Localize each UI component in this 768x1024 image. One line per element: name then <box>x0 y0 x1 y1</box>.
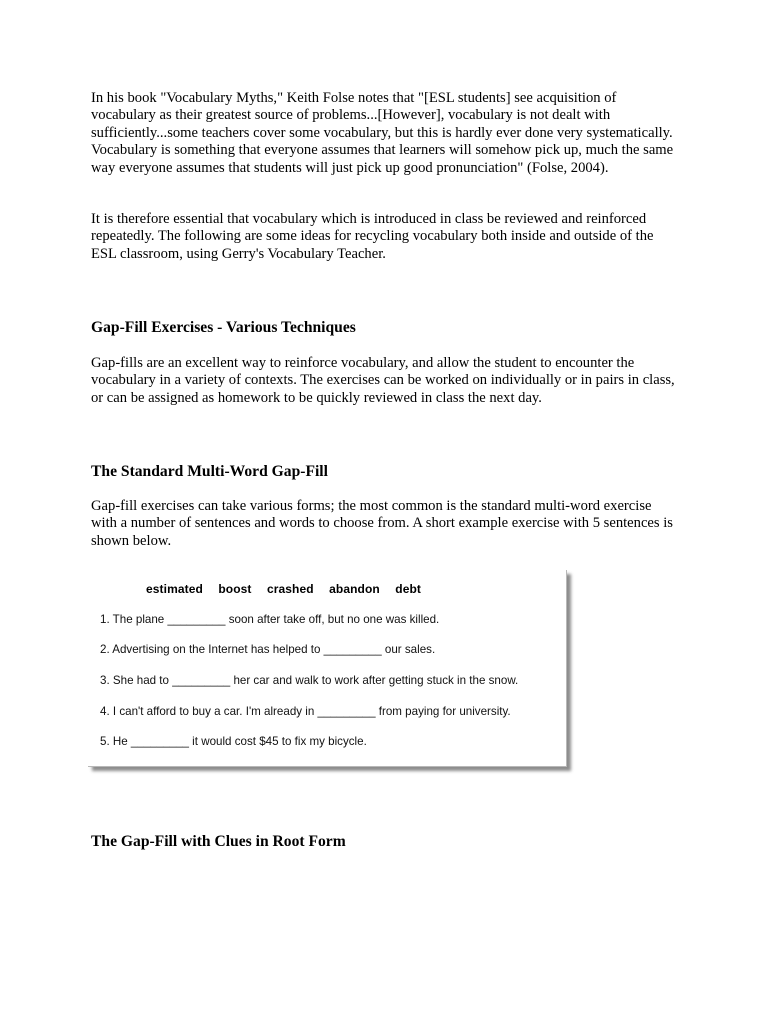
exercise-sentence: 1. The plane _________ soon after take off, but no one was killed. <box>100 613 440 626</box>
exercise-sentence: 2. Advertising on the Internet has helped to _________ our sales. <box>100 643 436 656</box>
exercise-sentence: 4. I can't afford to buy a car. I'm already in _________ from paying for university. <box>100 705 511 718</box>
word-bank-item: crashed <box>266 582 314 596</box>
heading-root-form-gapfill: The Gap-Fill with Clues in Root Form <box>91 833 346 850</box>
exercise-sentence: 3. She had to _________ her car and walk to work after getting stuck in the snow. <box>100 674 519 687</box>
word-bank <box>146 582 425 596</box>
word-bank-item: debt <box>395 582 422 596</box>
gapfills-paragraph: Gap-fills are an excellent way to reinforce vocabulary, and allow the student to encounter the vocabulary in a variety of contexts. The exercises can be worked on individually or in pairs in class, or can be assigned as homework to be quickly reviewed in class the next day. <box>91 355 675 406</box>
word-bank-item: estimated <box>146 582 203 596</box>
heading-standard-gapfill: The Standard Multi-Word Gap-Fill <box>91 463 328 480</box>
intro-paragraph: In his book "Vocabulary Myths," Keith Folse notes that "[ESL students] see acquisition of vocabulary as their greatest source of problems...[However], vocabulary is not dealt with sufficiently...some teachers cover some vocabulary, but this is hardly ever done very systematically. Vocabulary is something that everyone assumes that learners will somehow pick up, much the same way everyone assumes that students will just pick up good pronunciation" (Folse, 2004). <box>91 90 674 176</box>
exercise-figure <box>88 570 567 767</box>
essential-paragraph: It is therefore essential that vocabulary which is introduced in class be reviewed and reinforced repeatedly. The following are some ideas for recycling vocabulary both inside and outside of the ESL classroom, using Gerry's Vocabulary Teacher. <box>91 211 654 262</box>
word-bank-item: abandon <box>329 582 380 596</box>
word-bank-item: boost <box>218 582 252 596</box>
exercise-sentence: 5. He _________ it would cost $45 to fix my bicycle. <box>100 735 367 748</box>
heading-techniques: Gap-Fill Exercises - Various Techniques <box>91 319 356 336</box>
forms-paragraph: Gap-fill exercises can take various forms; the most common is the standard multi-word exercise with a number of sentences and words to choose from. A short example exercise with 5 sentences is shown below. <box>91 498 673 549</box>
